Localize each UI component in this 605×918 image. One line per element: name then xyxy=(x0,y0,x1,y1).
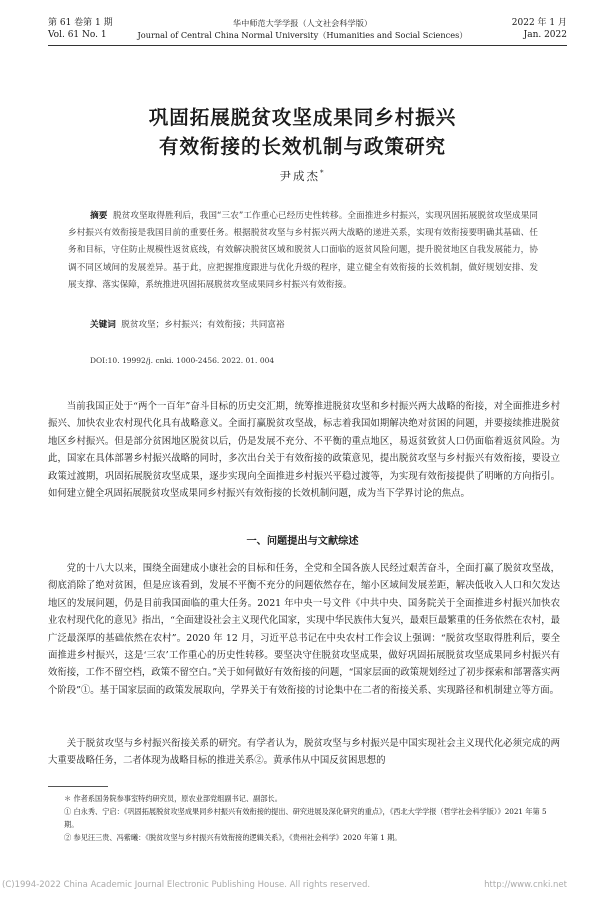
article-title xyxy=(0,103,605,161)
author-name: 尹成杰 xyxy=(279,169,320,183)
cnki-url: http://www.cnki.net xyxy=(484,880,567,890)
issue-date-en: Jan. 2022 xyxy=(523,30,567,40)
title-line-2: 有效衔接的长效机制与政策研究 xyxy=(158,135,446,158)
body-paragraph-2 xyxy=(48,735,560,770)
keywords-text: 脱贫攻坚；乡村振兴；有效衔接；共同富裕 xyxy=(121,320,285,330)
footnotes xyxy=(48,792,560,844)
volume-issue-en: Vol. 61 No. 1 xyxy=(48,30,107,40)
abstract xyxy=(68,208,538,294)
body-paragraph-1-text: 党的十八大以来，围绕全面建成小康社会的目标和任务，全党和全国各族人民经过艰苦奋斗，全面打赢了脱贫攻坚战，彻底消除了绝对贫困，但是应该看到，发展不平衡不充分的问题依然存在，缩小区域间发展差距，解决低收入人口和欠发达地区的发展问题，仍是目前我国面临的重大任务。2021 年中央一号文件《中共中央、国务院关于全面推进乡村振兴加快农业农村现代化的意见》指出，“全面建设社会主义现代化国家，实现中华民族伟大复兴，最艰巨最繁重的任务依然在农村，最广泛最深厚的基础依然在农村”。2020 年 12 月，习近平总书记在中央农村工作会议上强调：“脱贫攻坚取得胜利后，要全面推进乡村振兴，这是‘三农’工作重心的历史性转移。要坚决守住脱贫攻坚成果，做好巩固拓展脱贫攻坚成果同乡村振兴有效衔接，工作不留空档，政策不留空白。”关于如何做好有效衔接的问题，“国家层面的政策规划经过了初步探索和部署落实两个阶段”①。基于国家层面的政策发展取向，学界关于有效衔接的讨论集中在二者的衔接关系、实现路径和机制建立等方面。 xyxy=(48,563,560,696)
footnote-author: ＊ 作者系国务院参事室特约研究员，原农业部党组副书记、副部长。 xyxy=(64,794,282,803)
journal-name-en: Journal of Central China Normal University（Humanities and Social Sciences） xyxy=(137,30,468,40)
header-rule xyxy=(48,45,567,46)
abstract-text: 脱贫攻坚取得胜利后，我国“三农”工作重心已经历史性转移。全面推进乡村振兴，实现巩固拓展脱贫攻坚成果同乡村振兴有效衔接是我国目前的重要任务。根据脱贫攻坚与乡村振兴两大战略的递进关系，实现有效衔接要明确其基础、任务和目标，守住防止规模性返贫底线，有效解决脱贫区域和脱贫人口面临的返贫风险问题，提升脱贫地区自我发展能力，协调不同区域间的发展差异。基于此，应把握推度跟进与优化升级的程序，建立健全有效衔接的长效机制，做好规划安排、发展支撑、落实保障，系统推进巩固拓展脱贫攻坚成果同乡村振兴有效衔接。 xyxy=(68,211,538,290)
footnote-rule xyxy=(48,786,108,787)
body-paragraph-2-text: 关于脱贫攻坚与乡村振兴衔接关系的研究。有学者认为，脱贫攻坚与乡村振兴是中国实现社会主义现代化必须完成的两大重要战略任务，二者体现为战略目标的推进关系②。黄承伟从中国反贫困思想的 xyxy=(48,738,560,767)
title-line-1: 巩固拓展脱贫攻坚成果同乡村振兴 xyxy=(148,106,457,129)
abstract-label: 摘要 xyxy=(90,211,108,221)
copyright-text: (C)1994-2022 China Academic Journal Electronic Publishing House. All rights reserved. xyxy=(2,880,371,890)
body-paragraph-1 xyxy=(48,560,560,699)
volume-issue-cn: 第 61 卷第 1 期 xyxy=(48,18,113,28)
keywords-label: 关键词 xyxy=(90,320,116,330)
intro-paragraph-text: 当前我国正处于“两个一百年”奋斗目标的历史交汇期，统筹推进脱贫攻坚和乡村振兴两大战略的衔接，对全面推进乡村振兴、加快农业农村现代化具有战略意义。全面打赢脱贫攻坚战，标志着我国如期解决绝对贫困的问题，并要接续推进脱贫地区乡村振兴。但是部分贫困地区脱贫以后，仍是发展不充分、不平衡的重点地区，易返贫致贫人口仍面临着返贫风险。为此，国家在具体部署乡村振兴战略的同时，多次出台关于有效衔接的政策意见，提出脱贫攻坚与乡村振兴有效衔接，要设立政策过渡期，巩固拓展脱贫攻坚成果，逐步实现向全面推进乡村振兴平稳过渡等，为实现有效衔接提供了明晰的方向指引。如何建立健全巩固拓展脱贫攻坚成果同乡村振兴有效衔接的长效机制问题，成为当下学界讨论的焦点。 xyxy=(48,401,560,500)
section-heading: 一、问题提出与文献综述 xyxy=(246,536,359,547)
footnote-2: ② 参见汪三贵、冯紫曦：《脱贫攻坚与乡村振兴有效衔接的逻辑关系》，《贵州社会科学》2020 年第 1 期。 xyxy=(64,833,402,842)
intro-paragraph xyxy=(48,398,560,502)
footnote-1: ① 白永秀、宁启：《巩固拓展脱贫攻坚成果同乡村振兴有效衔接的提出、研究进展及深化研究的重点》，《西北大学学报（哲学社会科学版）》2021 年第 5 期。 xyxy=(64,807,547,829)
keywords xyxy=(90,318,540,330)
issue-date xyxy=(512,17,567,41)
issue-date-cn: 2022 年 1 月 xyxy=(511,18,567,28)
author-footnote-mark: * xyxy=(320,169,326,178)
author-line xyxy=(0,168,605,184)
journal-name-cn: 华中师范大学学报（人文社会科学版） xyxy=(232,18,373,28)
doi: DOI:10. 19992/j. cnki. 1000-2456. 2022. 01. 004 xyxy=(90,356,275,365)
